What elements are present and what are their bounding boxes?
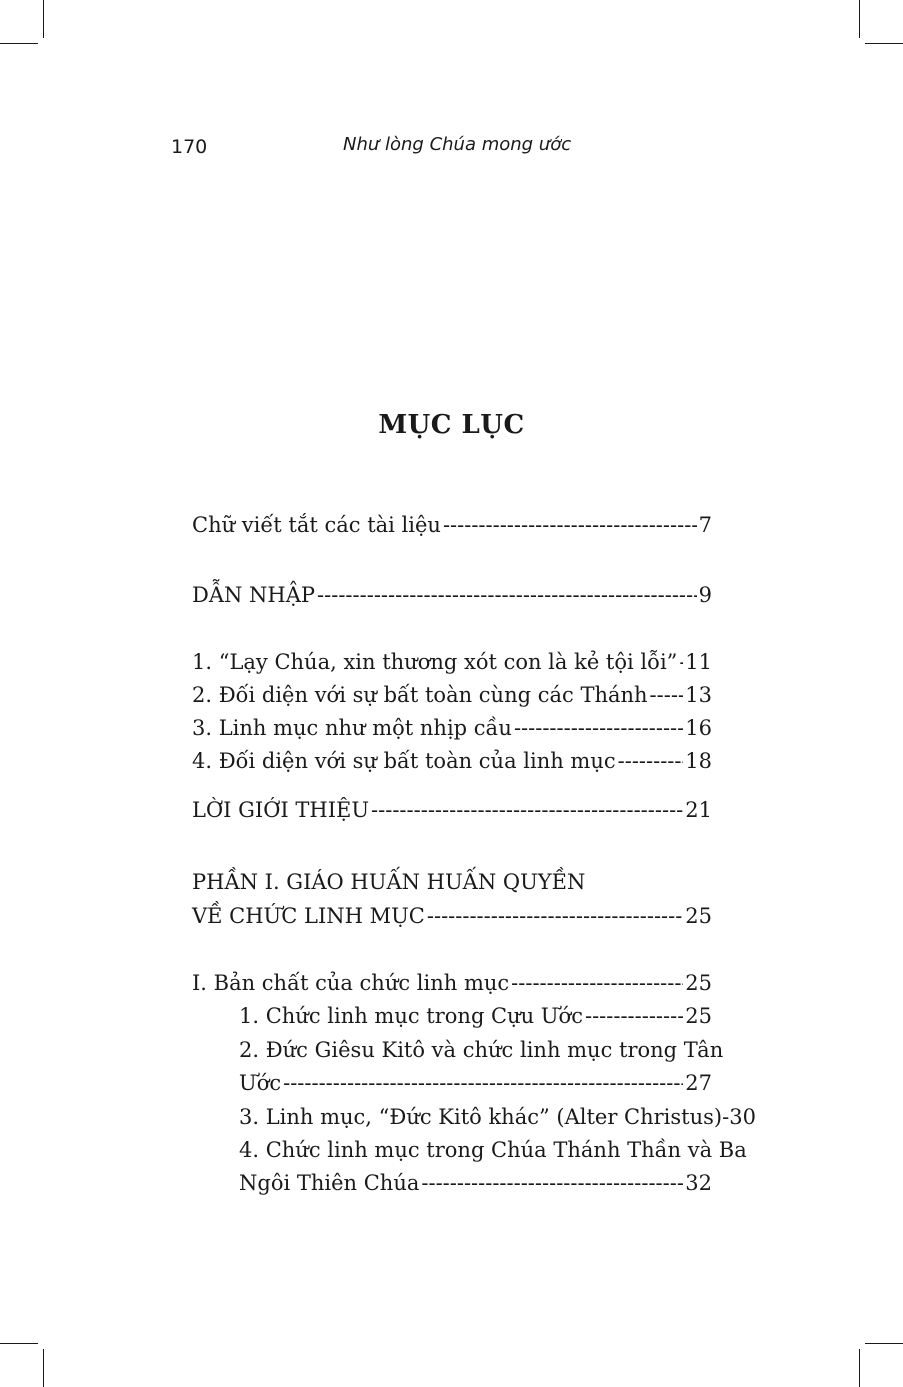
toc-entry-page: 21 xyxy=(685,798,712,822)
leader-dots xyxy=(679,648,683,676)
toc-entry-page: 9 xyxy=(698,583,712,607)
leader-dots xyxy=(371,796,683,824)
toc-entry xyxy=(192,902,712,930)
crop-mark xyxy=(0,43,38,44)
toc-entry-label: DẪN NHẬP xyxy=(192,583,316,607)
running-title: Như lòng Chúa mong ước xyxy=(343,134,572,155)
leader-dots xyxy=(514,714,683,742)
toc-title: MỤC LỤC xyxy=(378,410,525,440)
toc-entry xyxy=(239,1069,712,1097)
toc-entry-label-line1: 2. Đức Giêsu Kitô và chức linh mục trong Tân xyxy=(239,1038,724,1062)
toc-entry-page: 25 xyxy=(685,904,712,928)
toc-entry-label: 3. Linh mục như một nhịp cầu xyxy=(192,716,512,740)
toc-entry-page: 25 xyxy=(685,1004,712,1028)
leader-dots xyxy=(427,902,683,930)
toc-entry-page: 13 xyxy=(685,683,712,707)
toc-entry-label: 1. “Lạy Chúa, xin thương xót con là kẻ tội lỗi” xyxy=(192,650,678,674)
toc-entry-label: Chữ viết tắt các tài liệu xyxy=(192,513,441,537)
leader-dots xyxy=(283,1069,683,1097)
leader-dots xyxy=(421,1169,683,1197)
toc-entry xyxy=(192,581,712,609)
crop-mark xyxy=(43,1349,44,1387)
crop-mark xyxy=(865,43,903,44)
crop-mark xyxy=(859,0,860,38)
toc-entry-label-line1: 4. Chức linh mục trong Chúa Thánh Thần và Ba xyxy=(239,1138,747,1162)
toc-entry xyxy=(239,1002,712,1030)
toc-entry-page: 32 xyxy=(685,1171,712,1195)
page-number: 170 xyxy=(171,136,208,158)
toc-entry-page: 25 xyxy=(685,971,712,995)
toc-entry-label: I. Bản chất của chức linh mục xyxy=(192,971,510,995)
crop-mark xyxy=(0,1343,38,1344)
toc-entry xyxy=(192,714,712,742)
toc-entry xyxy=(192,648,712,676)
toc-entry xyxy=(192,747,712,775)
leader-dots xyxy=(650,681,684,709)
toc-entry-page: 18 xyxy=(685,749,712,773)
toc-entry-page: 11 xyxy=(685,650,712,674)
toc-entry-page: 16 xyxy=(685,716,712,740)
toc-entry xyxy=(192,681,712,709)
leader-dots xyxy=(317,581,697,609)
toc-entry xyxy=(192,969,712,997)
toc-entry-label: 2. Đối diện với sự bất toàn cùng các Thánh xyxy=(192,683,648,707)
toc-entry-label: 1. Chức linh mục trong Cựu Ước xyxy=(239,1004,583,1028)
crop-mark xyxy=(859,1349,860,1387)
leader-dots xyxy=(511,969,683,997)
crop-mark xyxy=(43,0,44,38)
toc-entry-label-line1: PHẦN I. GIÁO HUẤN HUẤN QUYỀN xyxy=(192,870,586,894)
toc-entry-page: -30 xyxy=(722,1105,756,1129)
toc-entry-page: 7 xyxy=(698,513,712,537)
toc-entry xyxy=(239,1169,712,1197)
toc-entry-label: LỜI GIỚI THIỆU xyxy=(192,798,370,822)
toc-entry-label: Ngôi Thiên Chúa xyxy=(239,1171,420,1195)
leader-dots xyxy=(618,747,684,775)
leader-dots xyxy=(585,1002,683,1030)
toc-entry-label: 4. Đối diện với sự bất toàn của linh mục xyxy=(192,749,616,773)
toc-entry-page: 27 xyxy=(685,1071,712,1095)
toc-entry-label: Ước xyxy=(239,1071,282,1095)
toc-entry xyxy=(192,511,712,539)
toc-entry xyxy=(239,1103,756,1131)
toc-entry xyxy=(192,796,712,824)
toc-entry-label: 3. Linh mục, “Đức Kitô khác” (Alter Christus) xyxy=(239,1105,723,1129)
toc-entry-label: VỀ CHỨC LINH MỤC xyxy=(192,904,425,928)
leader-dots xyxy=(443,511,697,539)
crop-mark xyxy=(865,1343,903,1344)
